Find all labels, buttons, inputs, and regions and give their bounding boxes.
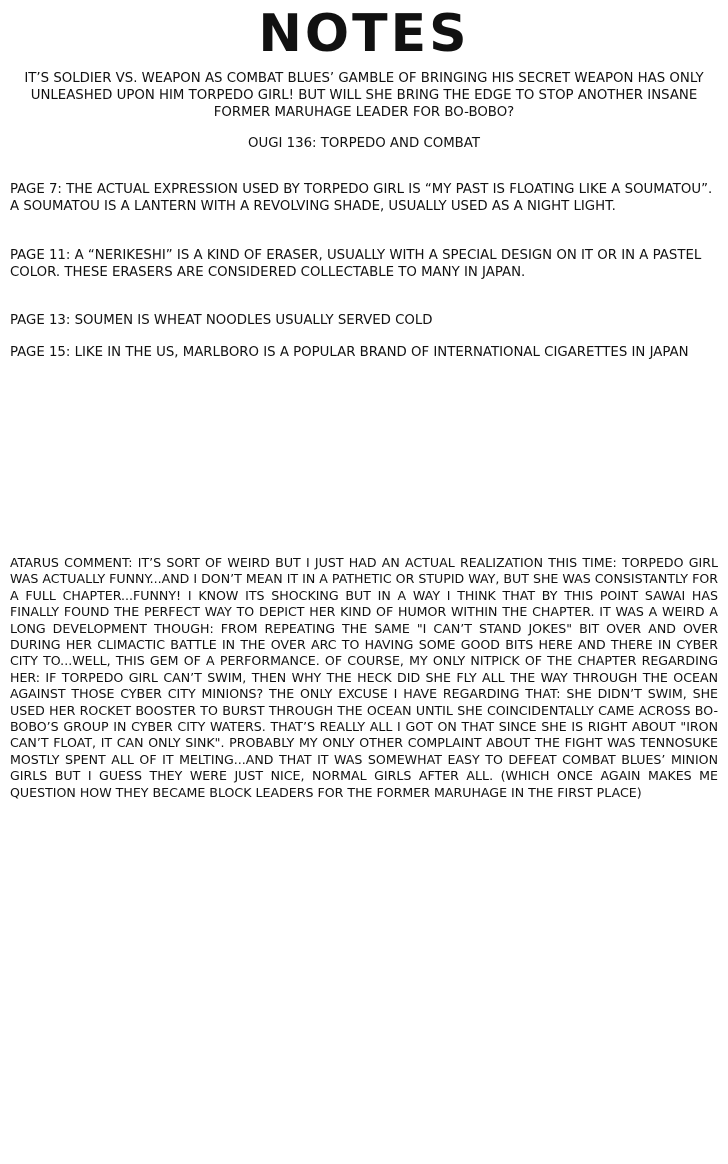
page-title: NOTES [258,4,470,64]
translation-note: PAGE 7: THE ACTUAL EXPRESSION USED BY TORPEDO GIRL IS “MY PAST IS FLOATING LIKE A SOUMATOU”. A SOUMATOU IS A LANTERN WITH A REVOLVING SHADE, USUALLY USED AS A NIGHT LIGHT. [10,182,713,214]
chapter-heading: OUGI 136: TORPEDO AND COMBAT [248,136,480,151]
translator-comment: ATARUS COMMENT: IT’S SORT OF WEIRD BUT I JUST HAD AN ACTUAL REALIZATION THIS TIME: TORPEDO GIRL WAS ACTUALLY FUNNY...AND I DON’T MEAN IT IN A PATHETIC OR STUPID WAY, BUT SHE WAS CONSISTANTLY FOR A FULL CHAPTER...FUNNY! I KNOW ITS SHOCKING BUT IN A WAY I THINK THAT BY THIS POINT SAWAI HAS FINALLY FOUND THE PERFECT WAY TO DEPICT HER KIND OF HUMOR WITHIN THE CHAPTER. IT WAS A WEIRD A LONG DEVELOPMENT THOUGH: FROM REPEATING THE SAME "I CAN’T STAND JOKES" BIT OVER AND OVER DURING HER CLIMACTIC BATTLE IN THE OVER ARC TO HAVING SOME GOOD BITS HERE AND THERE IN CYBER CITY TO...WELL, THIS GEM OF A PERFORMANCE. OF COURSE, MY ONLY NITPICK OF THE CHAPTER REGARDING HER: IF TORPEDO GIRL CAN’T SWIM, THEN WHY THE HECK DID SHE FLY ALL THE WAY THROUGH THE OCEAN AGAINST THOSE CYBER CITY MINIONS? THE ONLY EXCUSE I HAVE REGARDING THAT: SHE DIDN’T SWIM, SHE USED HER ROCKET BOOSTER TO BURST THROUGH THE OCEAN UNTIL SHE COINCIDENTALLY CAME ACROSS BO-BOBO’S GROUP IN CYBER CITY WATERS. THAT’S REALLY ALL I GOT ON THAT SINCE SHE IS RIGHT ABOUT "IRON CAN’T FLOAT, IT CAN ONLY SINK". PROBABLY MY ONLY OTHER COMPLAINT ABOUT THE FIGHT WAS TENNOSUKE MOSTLY SPENT ALL OF IT MELTING...AND THAT IT WAS SOMEWHAT EASY TO DEFEAT COMBAT BLUES’ MINION GIRLS BUT I GUESS THEY WERE JUST NICE, NORMAL GIRLS AFTER ALL. (WHICH ONCE AGAIN MAKES ME QUESTION HOW THEY BECAME BLOCK LEADERS FOR THE FORMER MARUHAGE IN THE FIRST PLACE) [10,555,718,800]
translation-note: PAGE 11: A “NERIKESHI” IS A KIND OF ERASER, USUALLY WITH A SPECIAL DESIGN ON IT OR IN A PASTEL COLOR. THESE ERASERS ARE CONSIDERED COLLECTABLE TO MANY IN JAPAN. [10,248,702,280]
chapter-summary: IT’S SOLDIER VS. WEAPON AS COMBAT BLUES’ GAMBLE OF BRINGING HIS SECRET WEAPON HAS ONLY UNLEASHED UPON HIM TORPEDO GIRL! BUT WILL SHE BRING THE EDGE TO STOP ANOTHER INSANE FORMER MARUHAGE LEADER FOR BO-BOBO? [24,71,704,120]
translation-note: PAGE 13: SOUMEN IS WHEAT NOODLES USUALLY SERVED COLD [10,313,433,328]
translation-note: PAGE 15: LIKE IN THE US, MARLBORO IS A POPULAR BRAND OF INTERNATIONAL CIGARETTES IN JAPAN [10,345,689,360]
